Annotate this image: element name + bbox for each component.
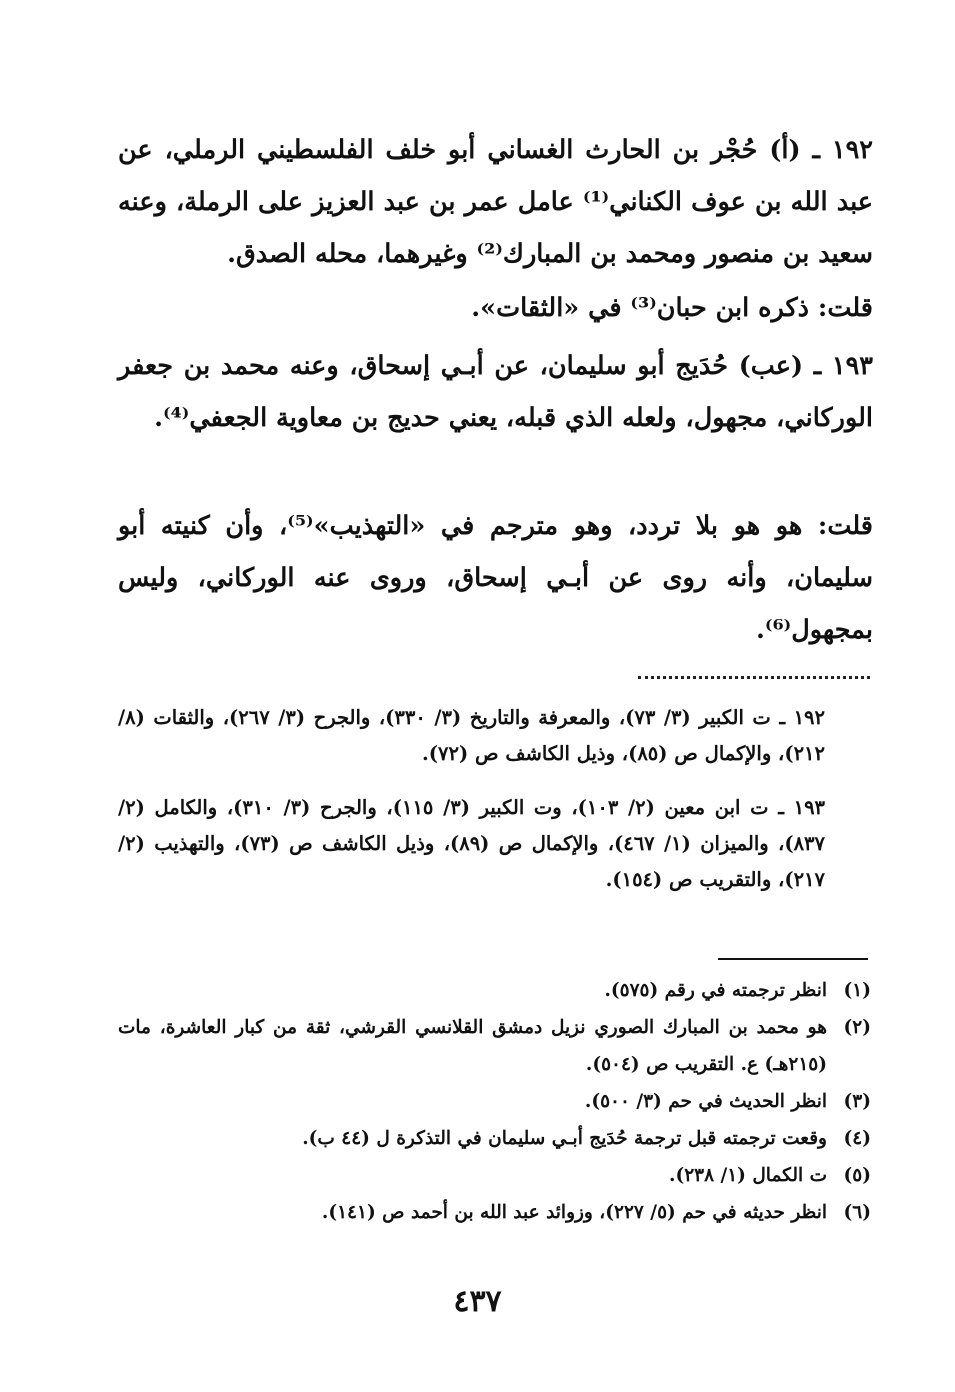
dotted-separator [638,676,870,679]
footnote-number: (١) [843,980,871,1001]
footnote-text: انظر الحديث في حم (٣/ ٥٠٠). [584,1091,827,1112]
footnote-number: (٢) [843,1017,871,1038]
footnote-5 [118,1157,871,1194]
footnote-6 [118,1194,871,1231]
footnote-4 [118,1120,871,1157]
footnote-text: هو محمد بن المبارك الصوري نزيل دمشق القلانسي القرشي، ثقة من كبار العاشرة، مات (٢١٥هـ) ع. التقريب ص (٥٠٤). [118,1017,827,1075]
footnote-text: وقعت ترجمته قبل ترجمة حُدَيج أبـي سليمان في التذكرة ل (٤٤ ب). [302,1128,827,1149]
footnote-text: انظر حديثه في حم (٥/ ٢٢٧)، وزوائد عبد الله بن أحمد ص (١٤١). [321,1202,827,1223]
footnote-text: ت الكمال (١/ ٢٣٨). [669,1165,827,1186]
footnotes-list [118,972,871,1231]
footnote-text: انظر ترجمته في رقم (٥٧٥). [604,980,827,1001]
page-number: ٤٣٧ [453,1284,502,1319]
footnote-1 [118,972,871,1009]
entry-193-note: قلت: هو هو بلا تردد، وهو مترجم في «التهذيب»⁽⁵⁾، وأن كنيته أبو سليمان، وأنه روى عن أبـي إسحاق، وروى عنه الوركاني، وليس بمجهول⁽⁶⁾. [118,511,873,645]
reference-193: ١٩٣ ـ ت ابن معين (٢/ ١٠٣)، وت الكبير (٣/ ١١٥)، والجرح (٣/ ٣١٠)، والكامل (٢/ ٨٣٧)، والميزان (١/ ٤٦٧)، والإكمال ص (٨٩)، وذيل الكاشف ص (٧٣)، والتهذيب (٢/ ٢١٧)، والتقريب ص (١٥٤). [118,796,826,891]
entry-192-note: قلت: ذكره ابن حبان⁽³⁾ في «الثقات». [471,293,873,323]
entry-192: ١٩٢ ـ (أ) حُجْر بن الحارث الغساني أبو خلف الفلسطيني الرملي، عن عبد الله بن عوف الكناني⁽¹⁾ عامل عمر بن عبد العزيز على الرملة، وعنه سعيد بن منصور ومحمد بن المبارك⁽²⁾ وغيرهما، محله الصدق. [118,135,874,269]
footnote-divider [718,958,868,960]
reference-192: ١٩٢ ـ ت الكبير (٣/ ٧٣)، والمعرفة والتاريخ (٣/ ٣٣٠)، والجرح (٣/ ٢٦٧)، والثقات (٨/ ٢١٢)، والإكمال ص (٨٥)، وذيل الكاشف ص (٧٢). [118,706,825,765]
footnote-number: (٥) [843,1165,871,1186]
entry-193: ١٩٣ ـ (عب) حُدَيج أبو سليمان، عن أبـي إسحاق، وعنه محمد بن جعفر الوركاني، مجهول، ولعله الذي قبله، يعني حديج بن معاوية الجعفي⁽⁴⁾. [118,351,873,433]
footnote-number: (٤) [843,1128,871,1149]
footnote-2 [118,1009,871,1083]
footnote-number: (٦) [843,1202,871,1223]
footnote-3 [118,1083,871,1120]
footnote-number: (٣) [843,1091,871,1112]
